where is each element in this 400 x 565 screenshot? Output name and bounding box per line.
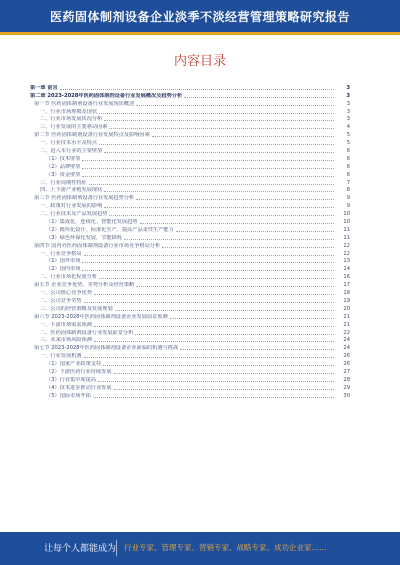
toc-entry-label: 一、行业竞争格局 xyxy=(40,250,82,257)
report-title: 医药固体制剂设备企业淡季不淡经营管理策略研究报告 xyxy=(49,10,350,24)
toc-entry[interactable] xyxy=(30,337,350,345)
toc-entry-label: （2）模块化设计、标准化生产，提高产品柔性生产能力 xyxy=(46,226,174,233)
toc-entry-label: （3）资金壁垒 xyxy=(46,171,81,178)
toc-entry-label: 三、未来市场风险预测 xyxy=(40,337,92,344)
toc-entry-label: 二、行业市场化程度分析 xyxy=(40,274,98,281)
toc-entry[interactable] xyxy=(30,344,350,352)
toc-entry-page-number: 3 xyxy=(346,116,350,123)
toc-entry[interactable] xyxy=(30,281,350,289)
toc-entry-label: 二、行业技术及产品发展趋势 xyxy=(40,211,108,218)
toc-entry-label: 二、公司竞争劣势 xyxy=(40,297,82,304)
footer-divider xyxy=(116,540,117,556)
toc-entry[interactable] xyxy=(30,321,350,329)
toc-entry-label: 第五节 企业竞争优势、劣势分析及经营策略 xyxy=(34,282,135,289)
toc-entry-label: 第四节 国内外医药固体制剂设备行业市场竞争格局分析 xyxy=(34,242,161,249)
footer-cta: 让每个人都能成为 xyxy=(44,544,117,554)
toc-entry-label: 一、行业市场规模及现状 xyxy=(40,108,98,115)
dot-leader xyxy=(99,277,334,279)
dot-leader xyxy=(82,167,334,169)
dot-leader xyxy=(94,293,334,295)
toc-entry-page-number: 18 xyxy=(343,290,350,297)
dot-leader xyxy=(103,364,334,366)
toc-entry-page-number: 24 xyxy=(343,337,350,344)
toc-entry[interactable] xyxy=(30,226,350,234)
toc-entry[interactable] xyxy=(30,273,350,281)
toc-entry[interactable] xyxy=(30,123,350,131)
toc-entry-label: （5）国际市场开拓 xyxy=(46,392,91,399)
toc-entry-page-number: 17 xyxy=(343,282,350,289)
toc-entry-label: （2）下游医药行业持续发展 xyxy=(46,368,112,375)
toc-entry-page-number: 6 xyxy=(346,148,350,155)
toc-entry[interactable] xyxy=(30,265,350,273)
footer-slogan: 行业专家、管理专家、营销专家、战略专家、成功企业家…… xyxy=(124,543,327,552)
dot-leader xyxy=(104,206,334,208)
toc-entry-page-number: 5 xyxy=(346,132,350,139)
header-accent-line xyxy=(0,32,400,35)
toc-entry[interactable] xyxy=(30,210,350,218)
dot-leader xyxy=(82,269,334,271)
toc-entry-label: 三、行业周期性特征 xyxy=(40,179,87,186)
toc-entry-label: 二、医药固体制剂设备行业发展前景分析 xyxy=(40,329,134,336)
toc-entry-page-number: 28 xyxy=(343,376,350,383)
toc-entry-page-number: 3 xyxy=(346,108,350,115)
toc-entry-label: （1）集成化、连续化、智能化发展趋势 xyxy=(46,219,138,226)
toc-entry-page-number: 19 xyxy=(343,297,350,304)
toc-entry-page-number: 21 xyxy=(343,313,350,320)
toc-entry-page-number: 9 xyxy=(346,195,350,202)
toc-entry[interactable] xyxy=(30,352,350,360)
toc-entry-page-number: 9 xyxy=(346,203,350,210)
toc-entry[interactable] xyxy=(30,147,350,155)
toc-entry-page-number: 16 xyxy=(343,274,350,281)
dot-leader xyxy=(99,143,334,145)
toc-entry[interactable] xyxy=(30,92,350,100)
toc-entry[interactable] xyxy=(30,313,350,321)
toc-entry-label: 第一章 前言 xyxy=(30,84,58,91)
dot-leader xyxy=(115,309,334,311)
toc-entry[interactable] xyxy=(30,108,350,116)
toc-entry-page-number: 10 xyxy=(343,211,350,218)
toc-entry[interactable] xyxy=(30,139,350,147)
toc-entry-label: （2）品牌壁垒 xyxy=(46,163,81,170)
dot-leader xyxy=(184,96,334,98)
toc-entry-page-number: 10 xyxy=(343,219,350,226)
toc-entry[interactable] xyxy=(30,297,350,305)
toc-entry-page-number: 11 xyxy=(343,234,350,241)
toc-entry[interactable] xyxy=(30,187,350,195)
toc-entry[interactable] xyxy=(30,392,350,400)
dot-leader xyxy=(104,151,334,153)
toc-entry[interactable] xyxy=(30,305,350,313)
dot-leader xyxy=(82,159,334,161)
toc-entry-label: 第二章 2023-2028年医药固体制剂设备行业发展概况及趋势分析 xyxy=(30,92,183,99)
toc-entry-page-number: 13 xyxy=(343,258,350,265)
dot-leader xyxy=(140,222,335,224)
toc-entry[interactable] xyxy=(30,163,350,171)
toc-entry-page-number: 26 xyxy=(343,353,350,360)
toc-entry-label: 二、进入本行业的主要壁垒 xyxy=(40,148,103,155)
toc-entry-page-number: 20 xyxy=(343,305,350,312)
toc-entry[interactable] xyxy=(30,155,350,163)
dot-leader xyxy=(99,112,334,114)
toc-entry[interactable] xyxy=(30,171,350,179)
dot-leader xyxy=(60,88,334,90)
footer-bar xyxy=(0,532,400,565)
dot-leader xyxy=(135,333,334,335)
dot-leader xyxy=(109,127,334,129)
toc-entry-page-number: 3 xyxy=(346,92,350,99)
toc-entry[interactable] xyxy=(30,258,350,266)
toc-entry-page-number: 27 xyxy=(343,368,350,375)
toc-entry-page-number: 8 xyxy=(346,187,350,194)
dot-leader xyxy=(124,238,334,240)
dot-leader xyxy=(136,104,334,106)
toc-entry-label: （3）行业集中度提高 xyxy=(46,376,96,383)
toc-entry[interactable] xyxy=(30,250,350,258)
toc-entry-page-number: 3 xyxy=(346,100,350,107)
toc-entry[interactable] xyxy=(30,218,350,226)
toc-entry-label: （1）国外市场 xyxy=(46,258,81,265)
toc-entry[interactable] xyxy=(30,376,350,384)
toc-entry-page-number: 6 xyxy=(346,171,350,178)
toc-entry-label: 第六节 2023-2028年医药固体制剂设备企业发展前景预测 xyxy=(34,313,168,320)
dot-leader xyxy=(114,388,334,390)
toc-entry-label: 三、公司的经营策略及发展规划 xyxy=(40,305,113,312)
toc-entry-label: 一、下游市场需求预测 xyxy=(40,321,92,328)
toc-entry-label: （4）技术进步推动行业发展 xyxy=(46,384,112,391)
toc-entry-label: （1）技术壁垒 xyxy=(46,155,81,162)
toc-entry-page-number: 5 xyxy=(346,140,350,147)
toc-entry-page-number: 30 xyxy=(343,392,350,399)
dot-leader xyxy=(84,356,334,358)
dot-leader xyxy=(136,285,334,287)
toc-entry-label: （3）绿色环保化发展，节能降耗 xyxy=(46,234,122,241)
dot-leader xyxy=(180,348,334,350)
toc-entry-label: 第三节 医药固体制剂设备行业发展趋势分析 xyxy=(34,195,135,202)
dot-leader xyxy=(94,340,334,342)
toc-entry-label: 一、行业技术水平及特点 xyxy=(40,140,98,147)
dot-leader xyxy=(94,325,334,327)
toc-entry[interactable] xyxy=(30,368,350,376)
toc-entry-label: 第七节 2023-2028年医药固体制剂设备企业面临的机遇与挑战 xyxy=(34,345,179,352)
dot-leader xyxy=(170,317,334,319)
toc-entry-page-number: 4 xyxy=(346,124,350,131)
toc-entry[interactable] xyxy=(30,329,350,337)
dot-leader xyxy=(84,301,334,303)
toc-entry[interactable] xyxy=(30,116,350,124)
toc-entry-label: 一、政策对行业发展的影响 xyxy=(40,203,103,210)
toc-entry[interactable] xyxy=(30,131,350,139)
dot-leader xyxy=(98,380,334,382)
toc-entry-page-number: 12 xyxy=(343,250,350,257)
dot-leader xyxy=(104,119,334,121)
toc-entry[interactable] xyxy=(30,179,350,187)
dot-leader xyxy=(89,183,334,185)
report-header-bar xyxy=(0,0,400,32)
toc-entry-page-number: 12 xyxy=(343,242,350,249)
toc-entry[interactable] xyxy=(30,100,350,108)
dot-leader xyxy=(114,372,334,374)
toc-entry-page-number: 24 xyxy=(343,345,350,352)
toc-entry-label: 第一节 医药固体制剂设备行业发展现状概述 xyxy=(34,100,135,107)
dot-leader xyxy=(84,254,334,256)
table-of-contents xyxy=(30,84,350,400)
toc-entry-page-number: 3 xyxy=(346,84,350,91)
toc-entry-page-number: 21 xyxy=(343,321,350,328)
toc-entry-label: 第二节 医药固体制剂设备行业发展特点及影响因素 xyxy=(34,132,150,139)
toc-entry-label: （2）国内市场 xyxy=(46,266,81,273)
toc-entry[interactable] xyxy=(30,234,350,242)
toc-entry-page-number: 14 xyxy=(343,266,350,273)
dot-leader xyxy=(136,198,334,200)
dot-leader xyxy=(109,214,334,216)
dot-leader xyxy=(162,246,334,248)
dot-leader xyxy=(104,190,334,192)
toc-entry[interactable] xyxy=(30,242,350,250)
toc-entry-page-number: 22 xyxy=(343,329,350,336)
toc-entry[interactable] xyxy=(30,384,350,392)
toc-entry-page-number: 7 xyxy=(346,179,350,186)
toc-entry-label: 一、公司核心竞争优势 xyxy=(40,290,92,297)
toc-entry[interactable] xyxy=(30,289,350,297)
toc-entry[interactable] xyxy=(30,194,350,202)
dot-leader xyxy=(82,261,334,263)
dot-leader xyxy=(152,135,334,137)
toc-entry[interactable] xyxy=(30,84,350,92)
toc-entry-page-number: 6 xyxy=(346,163,350,170)
toc-entry-page-number: 26 xyxy=(343,361,350,368)
dot-leader xyxy=(82,175,334,177)
dot-leader xyxy=(176,230,334,232)
toc-entry[interactable] xyxy=(30,202,350,210)
toc-entry-page-number: 11 xyxy=(343,226,350,233)
toc-entry-label: 四、上下游产业链发展现状 xyxy=(40,187,103,194)
toc-entry-label: 二、行业市场发展状况分析 xyxy=(40,116,103,123)
toc-entry-page-number: 29 xyxy=(343,384,350,391)
toc-entry-label: 一、行业发展机遇 xyxy=(40,353,82,360)
toc-entry-label: （1）国家产业政策支持 xyxy=(46,361,102,368)
toc-entry[interactable] xyxy=(30,360,350,368)
toc-heading: 内容目录 xyxy=(173,54,226,69)
toc-entry-page-number: 6 xyxy=(346,155,350,162)
toc-entry-label: 三、行业发展的主要驱动因素 xyxy=(40,124,108,131)
dot-leader xyxy=(93,396,334,398)
